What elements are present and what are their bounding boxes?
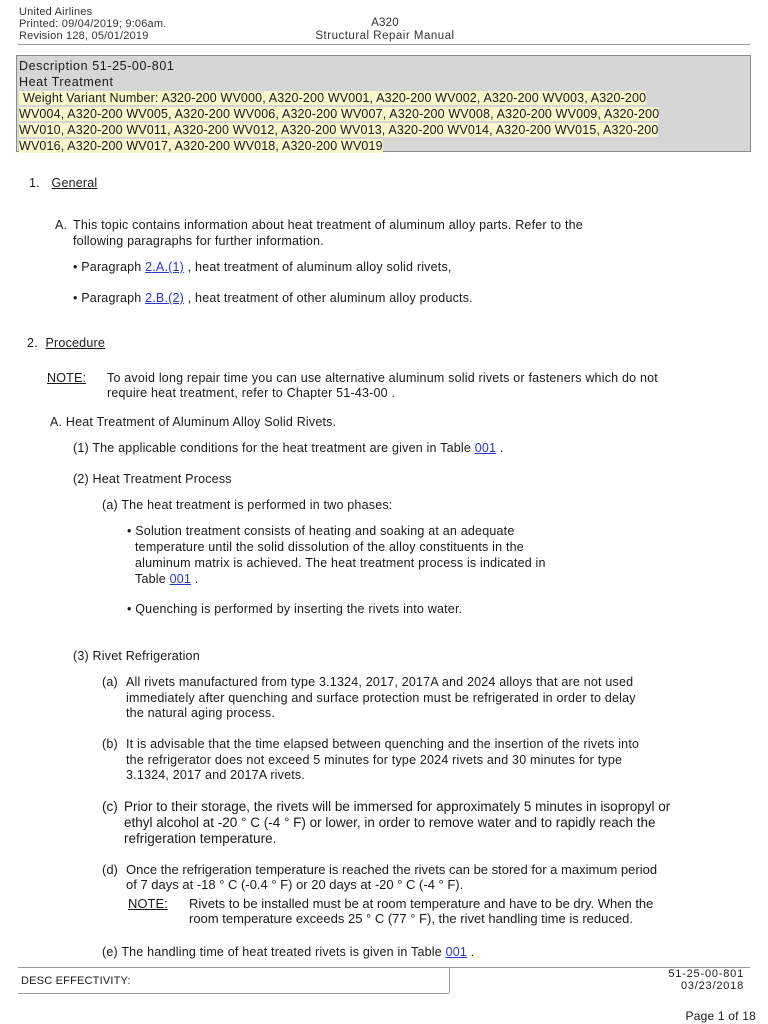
table-link[interactable]: 001 xyxy=(169,572,192,586)
note-text: room temperature exceeds 25 ° C (77 ° F), the rivet handling time is reduced. xyxy=(189,911,633,926)
bullet-item: • Quenching is performed by inserting the rivets into water. xyxy=(127,602,463,616)
step-text: All rivets manufactured from type 3.1324, 2017, 2017A and 2024 alloys that are not used xyxy=(126,675,634,689)
description-box xyxy=(16,55,751,152)
section-number: 2. xyxy=(27,336,38,350)
header-divider xyxy=(18,44,750,45)
bullet-item: • Solution treatment consists of heating and soaking at an adequate xyxy=(127,524,515,538)
step-text: ethyl alcohol at -20 ° C (-4 ° F) or lower, in order to remove water and to rapidly reach the xyxy=(124,815,656,830)
bullet-item-text: aluminum matrix is achieved. The heat treatment process is indicated in xyxy=(135,556,546,570)
step-label: (a) xyxy=(102,675,118,689)
aircraft-model: A320 xyxy=(371,17,399,29)
printed-date: Printed: 09/04/2019; 9:06am. xyxy=(19,18,167,30)
subsection-heading: A. Heat Treatment of Aluminum Alloy Solid Rivets. xyxy=(50,415,337,429)
paragraph-label: A. xyxy=(55,218,68,232)
description-number: Description 51-25-00-801 xyxy=(19,59,175,73)
step-text: Prior to their storage, the rivets will be immersed for approximately 5 minutes in isopropyl or xyxy=(124,799,671,814)
step-text: It is advisable that the time elapsed between quenching and the insertion of the rivets into xyxy=(126,737,640,751)
paragraph-text: following paragraphs for further information. xyxy=(73,234,324,248)
step-text: Once the refrigeration temperature is reached the rivets can be stored for a maximum period xyxy=(126,862,658,877)
note-text: require heat treatment, refer to Chapter 51-43-00 . xyxy=(107,386,396,400)
step-text: the refrigerator does not exceed 5 minutes for type 2024 rivets and 30 minutes for type xyxy=(126,753,623,767)
airline-name: United Airlines xyxy=(19,6,93,18)
note-label: NOTE: xyxy=(128,896,168,911)
paragraph-text: This topic contains information about heat treatment of aluminum alloy parts. Refer to the xyxy=(73,218,583,232)
weight-variant-line: Weight Variant Number: A320-200 WV000, A320-200 WV001, A320-200 WV002, A320-200 WV003, A320-200 xyxy=(19,91,646,105)
section-title: General xyxy=(51,176,98,190)
step-heading: (2) Heat Treatment Process xyxy=(73,472,232,486)
weight-variant-list xyxy=(19,90,750,154)
weight-variant-line: WV016, A320-200 WV017, A320-200 WV018, A320-200 WV019 xyxy=(19,139,383,153)
manual-title: Structural Repair Manual xyxy=(315,30,455,42)
page-number: Page 1 of 18 xyxy=(685,1009,756,1023)
step-item: (a) The heat treatment is performed in two phases: xyxy=(102,498,393,512)
bullet-item-text: temperature until the solid dissolution of the alloy constituents in the xyxy=(135,540,524,554)
paragraph-link[interactable]: 2.A.(1) xyxy=(145,260,185,274)
step-label: (d) xyxy=(102,862,118,877)
section-number: 1. xyxy=(29,176,40,190)
document-date: 03/23/2018 xyxy=(680,980,744,992)
section-2-heading xyxy=(27,336,105,350)
footer-divider-vertical xyxy=(449,967,450,993)
step-label: (c) xyxy=(102,799,118,814)
step-text: 3.1324, 2017 and 2017A rivets. xyxy=(126,768,306,782)
footer-effectivity-rule xyxy=(18,993,449,994)
step-item: (e) The handling time of heat treated rivets is given in Table 001 . xyxy=(102,945,475,959)
document-number: 51-25-00-801 xyxy=(668,968,744,980)
description-title: Heat Treatment xyxy=(19,75,114,89)
bullet-item-text: Table 001 . xyxy=(135,572,199,586)
section-title: Procedure xyxy=(45,336,105,350)
note-text: To avoid long repair time you can use alternative aluminum solid rivets or fasteners which do not xyxy=(107,371,658,385)
table-link[interactable]: 001 xyxy=(445,945,468,959)
desc-effectivity-label: DESC EFFECTIVITY: xyxy=(21,975,131,987)
step-text: the natural aging process. xyxy=(126,706,276,720)
step-text: refrigeration temperature. xyxy=(124,831,277,846)
step-text: of 7 days at -18 ° C (-0.4 ° F) or 20 days at -20 ° C (-4 ° F). xyxy=(126,877,464,892)
section-1-heading xyxy=(29,176,97,190)
step-heading: (3) Rivet Refrigeration xyxy=(73,649,200,663)
paragraph-link[interactable]: 2.B.(2) xyxy=(145,291,185,305)
bullet-item: • Paragraph 2.A.(1) , heat treatment of aluminum alloy solid rivets, xyxy=(73,260,452,274)
bullet-item: • Paragraph 2.B.(2) , heat treatment of other aluminum alloy products. xyxy=(73,291,473,305)
revision-info: Revision 128, 05/01/2019 xyxy=(19,30,149,42)
weight-variant-line: WV010, A320-200 WV011, A320-200 WV012, A320-200 WV013, A320-200 WV014, A320-200 WV015, A320-200 xyxy=(19,123,659,137)
table-link[interactable]: 001 xyxy=(474,441,497,455)
weight-variant-line: WV004, A320-200 WV005, A320-200 WV006, A320-200 WV007, A320-200 WV008, A320-200 WV009, A320-200 xyxy=(19,107,660,121)
note-label: NOTE: xyxy=(47,371,87,385)
step-label: (b) xyxy=(102,737,118,751)
step-text: immediately after quenching and surface protection must be refrigerated in order to delay xyxy=(126,691,636,705)
note-text: Rivets to be installed must be at room temperature and have to be dry. When the xyxy=(189,896,654,911)
step-item: (1) The applicable conditions for the heat treatment are given in Table 001 . xyxy=(73,441,504,455)
